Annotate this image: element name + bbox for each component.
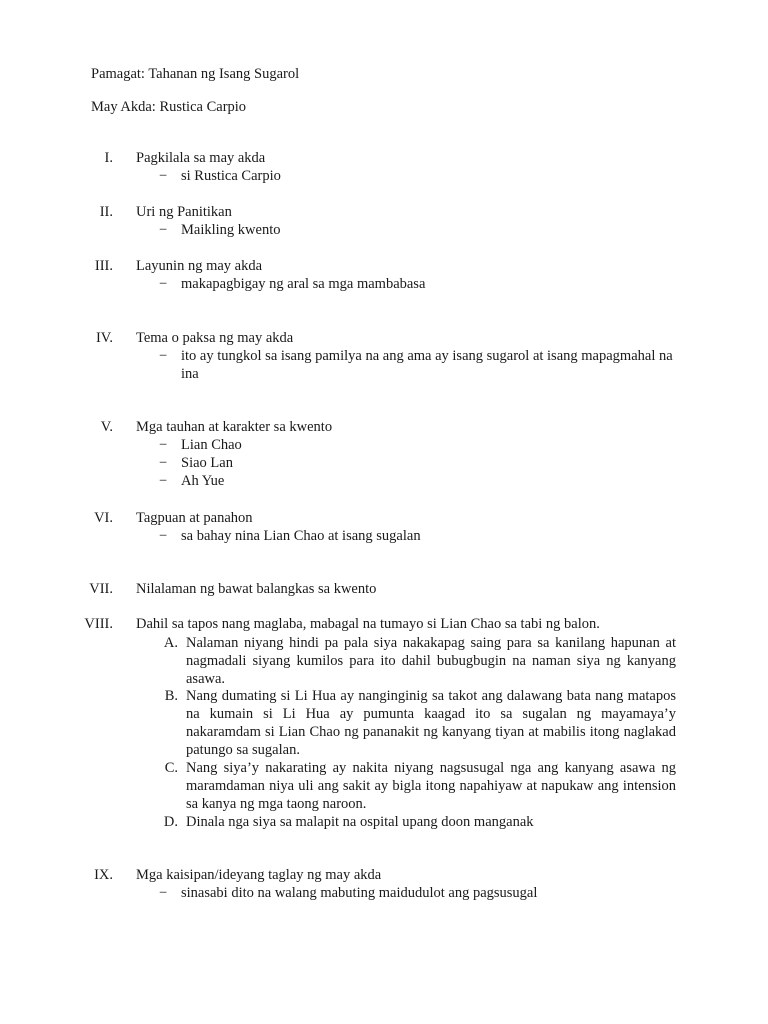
section-number: VII. (89, 581, 113, 597)
item-letter: C. (164, 760, 178, 776)
dash-bullet: − (159, 348, 168, 364)
section-heading: Pagkilala sa may akda (136, 150, 266, 166)
section-number: II. (99, 204, 113, 220)
dash-bullet: − (159, 437, 168, 453)
bullet-item: makapagbigay ng aral sa mga mambabasa (181, 276, 426, 292)
dash-bullet: − (159, 885, 168, 901)
section-heading: Mga tauhan at karakter sa kwento (136, 419, 333, 435)
section-heading: Uri ng Panitikan (136, 204, 232, 220)
section-heading: Layunin ng may akda (136, 258, 263, 274)
section-heading: Nilalaman ng bawat balangkas sa kwento (136, 581, 377, 597)
bullet-item: Lian Chao (181, 437, 242, 453)
bullet-item: Maikling kwento (181, 222, 281, 238)
section-heading: Dahil sa tapos nang maglaba, mabagal na tumayo si Lian Chao sa tabi ng balon. (136, 616, 600, 632)
dash-bullet: − (159, 168, 168, 184)
lettered-paragraph: Nang siya’y nakarating ay nakita niyang nagsusugal nga ang kanyang asawa ng maramdaman niya uli ang sakit ay bigla itong napahiyaw at napukaw ang intension sa kanya ng mga taong naroon. (186, 760, 676, 812)
document-title: Pamagat: Tahanan ng Isang Sugarol (91, 66, 300, 82)
section-number: III. (94, 258, 113, 274)
dash-bullet: − (159, 455, 168, 471)
bullet-item: sinasabi dito na walang mabuting maidudulot ang pagsusugal (181, 885, 538, 901)
dash-bullet: − (159, 528, 168, 544)
bullet-item: sa bahay nina Lian Chao at isang sugalan (181, 528, 421, 544)
lettered-paragraph: Nalaman niyang hindi pa pala siya nakakapag saing para sa kanilang hapunan at nagmadali siyang kumilos para ito dahil bubugbugin na naman siya ng kanyang asawa. (186, 635, 676, 687)
section-heading: Tema o paksa ng may akda (136, 330, 294, 346)
dash-bullet: − (159, 222, 168, 238)
item-letter: D. (163, 814, 178, 830)
bullet-item: ito ay tungkol sa isang pamilya na ang ama ay isang sugarol at isang mapagmahal na ina (181, 348, 673, 382)
section-number: IX. (94, 867, 113, 883)
section-heading: Mga kaisipan/ideyang taglay ng may akda (136, 867, 382, 883)
section-heading: Tagpuan at panahon (136, 510, 253, 526)
section-number: VIII. (84, 616, 113, 632)
bullet-item: Siao Lan (181, 455, 233, 471)
section-number: I. (104, 150, 113, 166)
document-author: May Akda: Rustica Carpio (91, 99, 247, 115)
item-letter: B. (164, 688, 178, 704)
section-number: IV. (95, 330, 113, 346)
item-letter: A. (163, 635, 178, 651)
lettered-paragraph: Dinala nga siya sa malapit na ospital upang doon manganak (186, 814, 534, 830)
section-number: VI. (94, 510, 113, 526)
bullet-item: si Rustica Carpio (181, 168, 281, 184)
bullet-item: Ah Yue (181, 473, 225, 489)
section-number: V. (100, 419, 113, 435)
dash-bullet: − (159, 276, 168, 292)
dash-bullet: − (159, 473, 168, 489)
lettered-paragraph: Nang dumating si Li Hua ay nanginginig sa takot ang dalawang bata nang matapos na kumain si Li Hua ay pumunta kaagad ito sa sugalan ng mayamaya’y nakaramdam si Lian Chao ng pananakit ng kanyang tiyan at mabilis itong naglakad patungo sa sugalan. (186, 688, 676, 758)
